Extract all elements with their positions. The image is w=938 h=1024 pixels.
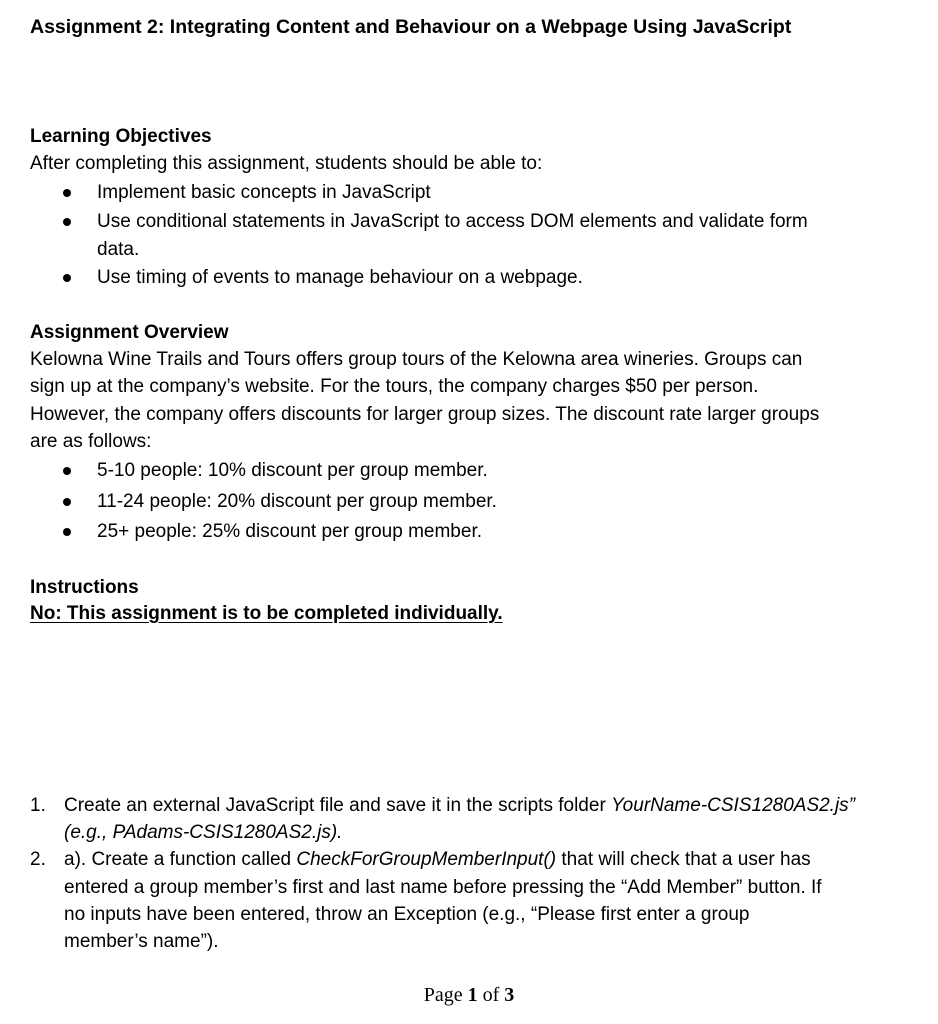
step-number: 2. xyxy=(30,849,46,870)
overview-line: Kelowna Wine Trails and Tours offers group tours of the Kelowna area wineries. Groups can xyxy=(30,349,803,370)
step-line: (e.g., PAdams-CSIS1280AS2.js). xyxy=(64,822,343,843)
overview-line: sign up at the company’s website. For the tours, the company charges $50 per person. xyxy=(30,376,759,397)
document-page: Assignment 2: Integrating Content and Behaviour on a Webpage Using JavaScript Learning Objectives After completing this assignment, students should be able to: Implement basic concepts in JavaScript Use conditional statements in JavaScript to access DOM elements and validate form data. Use timing of events to manage behaviour on a webpage. Assignment Overview Kelowna Wine Trails and Tours offers group tours of the Kelowna area wineries. Groups can sign up at the company’s website. For the tours, the company charges $50 per person. However, the company offers discounts for larger group sizes. The discount rate larger groups are as follows: 5-10 people: 10% discount per group member. 11-24 people: 20% discount per group member. 25+ people: 25% discount per group member. Instructions No: This assignment is to be completed individually. 1. Create an external JavaScript file and save it in the scripts folder YourName-CSIS1280AS2.js” (e.g., PAdams-CSIS1280AS2.js). 2. a). Create a function called CheckForGroupMemberInput() that will check that a user has entered a group member’s first and last name before pressing the “Add Member” button. If no inputs have been entered, throw an Exception (e.g., “Please first enter a group member’s name”). Page 1 of 3 xyxy=(0,0,938,1024)
page-footer: Page 1 of 3 xyxy=(423,984,515,1006)
overview-line: However, the company offers discounts for larger group sizes. The discount rate larger groups xyxy=(30,404,820,425)
objectives-heading: Learning Objectives xyxy=(30,126,212,147)
step-line: no inputs have been entered, throw an Exception (e.g., “Please first enter a group xyxy=(64,904,750,925)
overview-line: are as follows: xyxy=(30,431,152,452)
step-line: Create an external JavaScript file and save it in the scripts folder YourName-CSIS1280AS2.js” xyxy=(64,795,856,816)
overview-heading: Assignment Overview xyxy=(30,322,229,343)
document-title: Assignment 2: Integrating Content and Behaviour on a Webpage Using JavaScript xyxy=(30,16,792,38)
step-line: a). Create a function called CheckForGroupMemberInput() that will check that a user has xyxy=(64,849,811,870)
objectives-intro: After completing this assignment, students should be able to: xyxy=(30,153,543,174)
individual-note: No: This assignment is to be completed individually. xyxy=(30,603,503,624)
instructions-heading: Instructions xyxy=(30,577,139,598)
step-number: 1. xyxy=(30,795,46,816)
objective-item-continuation: data. xyxy=(97,239,140,260)
step-line: member’s name”). xyxy=(64,931,219,952)
step-line: entered a group member’s first and last name before pressing the “Add Member” button. If xyxy=(64,877,822,898)
